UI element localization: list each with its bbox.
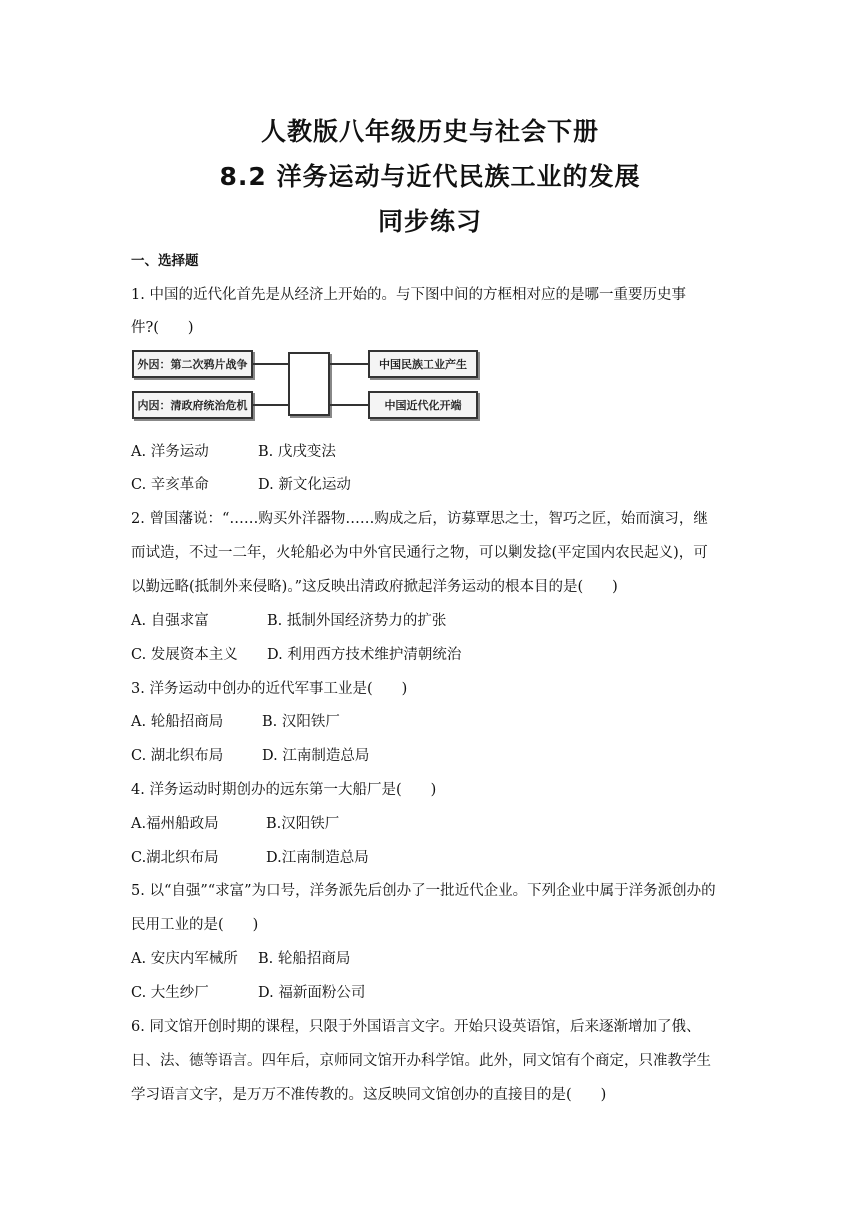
- q3-option-c[interactable]: C. 湖北织布局: [131, 748, 224, 764]
- q5-options-ab: [131, 947, 350, 968]
- document-title: 人教版八年级历史与社会下册: [260, 117, 599, 146]
- q3-option-b[interactable]: B. 汉阳铁厂: [262, 714, 340, 730]
- diagram-box-right-top: 中国民族工业产生: [368, 350, 478, 378]
- q2-option-c[interactable]: C. 发展资本主义: [131, 647, 238, 663]
- q4-options-cd: [131, 846, 369, 867]
- diagram-box-left-top: 外因：第二次鸦片战争: [132, 350, 253, 378]
- section-heading: 一、选择题: [131, 253, 199, 269]
- q6-stem-line2: 日、法、德等语言。四年后，京师同文馆开办科学馆。此外，同文馆有个商定，只准教学生: [131, 1053, 711, 1069]
- q3-option-d[interactable]: D. 江南制造总局: [262, 748, 370, 764]
- q6-stem-line1: 6. 同文馆开创时期的课程，只限于外国语言文字。开始只设英语馆，后来逐渐增加了俄、: [131, 1019, 701, 1035]
- q3-option-a[interactable]: A. 轮船招商局: [131, 714, 224, 730]
- q5-option-c[interactable]: C. 大生纱厂: [131, 985, 209, 1001]
- q1-options-ab: [131, 440, 336, 461]
- diagram-box-left-bottom: 内因：清政府统治危机: [132, 391, 253, 419]
- q2-stem-line2: 而试造，不过一二年，火轮船必为中外官民通行之物，可以剿发捻(平定国内农民起义)，可: [131, 545, 708, 561]
- diagram-connector: [330, 404, 368, 406]
- q1-stem-line2: 件?( ): [131, 320, 194, 336]
- q3-options-ab: [131, 710, 340, 731]
- diagram-box-right-bottom: 中国近代化开端: [368, 391, 478, 419]
- lesson-title: 8.2 洋务运动与近代民族工业的发展: [219, 162, 641, 191]
- q3-stem: 3. 洋务运动中创办的近代军事工业是( ): [131, 681, 408, 697]
- q4-option-c[interactable]: C.湖北织布局: [131, 850, 219, 866]
- q6-stem-line3: 学习语言文字，是万万不准传教的。这反映同文馆创办的直接目的是( ): [131, 1087, 607, 1103]
- q4-option-b[interactable]: B.汉阳铁厂: [266, 816, 340, 832]
- q5-options-cd: [131, 981, 365, 1002]
- q4-options-ab: [131, 812, 339, 833]
- q1-options-cd: [131, 473, 351, 494]
- q5-stem-line1: 5. 以“自强”“求富”为口号，洋务派先后创办了一批近代企业。下列企业中属于洋务派创办的: [131, 883, 716, 899]
- q4-option-d[interactable]: D.江南制造总局: [266, 850, 369, 866]
- q2-option-a[interactable]: A. 自强求富: [131, 613, 209, 629]
- q2-stem-line1: 2. 曾国藩说：“……购买外洋器物……购成之后，访募覃思之士，智巧之匠，始而演习，继: [131, 511, 708, 527]
- q4-stem: 4. 洋务运动时期创办的远东第一大船厂是( ): [131, 782, 437, 798]
- q2-option-b[interactable]: B. 抵制外国经济势力的扩张: [267, 613, 447, 629]
- diagram-connector: [253, 404, 289, 406]
- q4-option-a[interactable]: A.福州船政局: [131, 816, 219, 832]
- q1-stem-line1: 1. 中国的近代化首先是从经济上开始的。与下图中间的方框相对应的是哪一重要历史事: [131, 287, 686, 303]
- q5-option-d[interactable]: D. 福新面粉公司: [258, 985, 366, 1001]
- q1-option-c[interactable]: C. 辛亥革命: [131, 477, 209, 493]
- q5-option-a[interactable]: A. 安庆内军械所: [131, 951, 238, 967]
- diagram-center-box: [288, 352, 330, 416]
- q1-option-d[interactable]: D. 新文化运动: [258, 477, 351, 493]
- q1-diagram: [131, 341, 483, 427]
- diagram-connector: [253, 363, 289, 365]
- q5-option-b[interactable]: B. 轮船招商局: [258, 951, 351, 967]
- q3-options-cd: [131, 744, 369, 765]
- q5-stem-line2: 民用工业的是( ): [131, 917, 259, 933]
- q1-option-b[interactable]: B. 戊戌变法: [258, 444, 336, 460]
- q2-stem-line3: 以勤远略(抵制外来侵略)。”这反映出清政府掀起洋务运动的根本目的是( ): [131, 579, 618, 595]
- exercise-subtitle: 同步练习: [377, 207, 482, 236]
- diagram-connector: [330, 363, 368, 365]
- q2-option-d[interactable]: D. 利用西方技术维护清朝统治: [267, 647, 462, 663]
- q2-options-ab: [131, 609, 446, 630]
- q1-option-a[interactable]: A. 洋务运动: [131, 444, 209, 460]
- q2-options-cd: [131, 643, 461, 664]
